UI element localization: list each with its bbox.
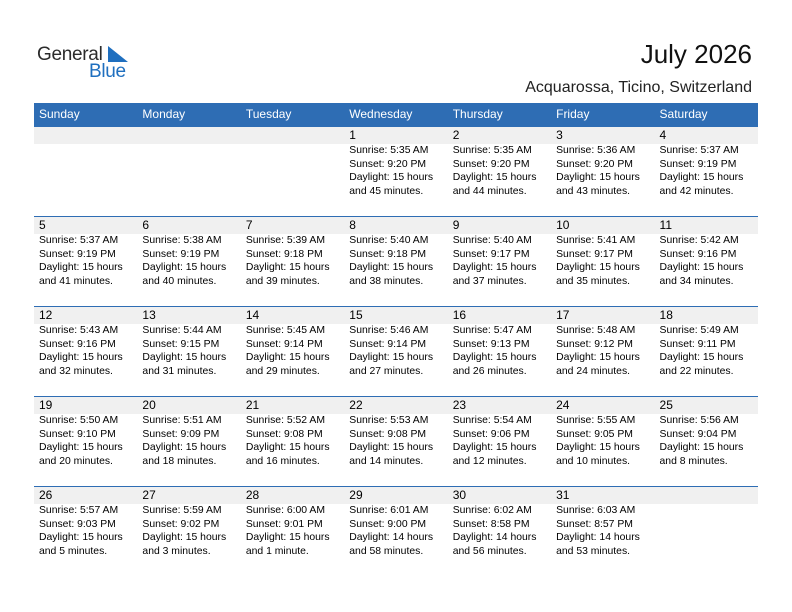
- weekday-header-friday: Friday: [556, 107, 590, 121]
- daylight-text: Daylight: 15 hours: [349, 352, 434, 364]
- day-cell: [448, 216, 551, 306]
- day-cell: [448, 306, 551, 396]
- daylight-text: Daylight: 15 hours: [556, 262, 640, 274]
- sun-info: [349, 414, 447, 468]
- daylight-minutes-text: and 35 minutes.: [556, 275, 631, 287]
- day-cell: [241, 396, 344, 486]
- daylight-text: Daylight: 15 hours: [142, 352, 227, 364]
- day-cell: [34, 486, 137, 576]
- sun-info: [556, 414, 654, 468]
- daylight-text: Daylight: 15 hours: [245, 442, 330, 454]
- sunrise-text: Sunrise: 5:55 AM: [556, 415, 636, 426]
- day-number: 20: [142, 398, 156, 412]
- day-number: 21: [245, 398, 260, 412]
- daylight-minutes-text: and 53 minutes.: [556, 545, 631, 557]
- sunset-text: Sunset: 9:15 PM: [142, 338, 220, 350]
- weekday-header-wednesday: Wednesday: [349, 107, 413, 121]
- sun-info: [660, 144, 758, 198]
- daylight-minutes-text: and 14 minutes.: [349, 455, 424, 467]
- week-row: [34, 486, 758, 576]
- day-cell: [655, 216, 758, 306]
- daylight-text: Daylight: 14 hours: [349, 532, 434, 544]
- daylight-text: Daylight: 15 hours: [349, 172, 434, 184]
- weekday-header-monday: Monday: [142, 107, 186, 121]
- empty-day-cell: [34, 126, 137, 216]
- day-number: 10: [556, 218, 570, 232]
- sun-info: [453, 504, 551, 558]
- day-number: 11: [659, 218, 672, 232]
- sunrise-text: Sunrise: 5:52 AM: [245, 415, 325, 426]
- sun-info: [246, 324, 344, 378]
- sunrise-text: Sunrise: 5:39 AM: [245, 235, 325, 246]
- day-cell: [34, 216, 137, 306]
- sunset-text: Sunset: 9:11 PM: [659, 338, 736, 350]
- daylight-minutes-text: and 32 minutes.: [39, 365, 113, 377]
- daylight-text: Daylight: 15 hours: [659, 442, 744, 454]
- daylight-text: Daylight: 15 hours: [142, 532, 227, 544]
- daylight-minutes-text: and 29 minutes.: [245, 365, 320, 377]
- daylight-minutes-text: and 37 minutes.: [452, 275, 527, 287]
- daylight-text: Daylight: 15 hours: [349, 442, 434, 454]
- sun-info: [660, 234, 758, 288]
- sun-info: [349, 144, 447, 198]
- week-row: [34, 306, 758, 396]
- day-cell: [551, 486, 654, 576]
- sunrise-text: Sunrise: 5:47 AM: [452, 325, 532, 336]
- sunrise-text: Sunrise: 5:48 AM: [556, 325, 636, 336]
- sunrise-text: Sunrise: 5:36 AM: [556, 145, 636, 156]
- sunrise-text: Sunrise: 5:44 AM: [142, 325, 222, 336]
- week-grid: [34, 216, 758, 306]
- daylight-minutes-text: and 38 minutes.: [349, 275, 424, 287]
- day-number: 2: [452, 128, 460, 142]
- day-number: 22: [349, 398, 363, 412]
- sunrise-text: Sunrise: 6:03 AM: [556, 505, 636, 516]
- daylight-minutes-text: and 31 minutes.: [142, 365, 217, 377]
- daylight-text: Daylight: 15 hours: [556, 442, 640, 454]
- day-number: 1: [349, 128, 356, 142]
- empty-day-cell: [137, 126, 240, 216]
- sun-info: [39, 234, 137, 288]
- sunrise-text: Sunrise: 5:46 AM: [349, 325, 429, 336]
- sunset-text: Sunset: 9:06 PM: [452, 428, 530, 440]
- daylight-text: Daylight: 15 hours: [659, 172, 744, 184]
- calendar-weeks: [34, 126, 758, 576]
- day-cell: [551, 306, 654, 396]
- sunset-text: Sunset: 9:19 PM: [659, 158, 737, 170]
- sun-info: [142, 324, 240, 378]
- sunset-text: Sunset: 9:05 PM: [556, 428, 633, 440]
- sunrise-text: Sunrise: 5:37 AM: [659, 145, 739, 156]
- daylight-minutes-text: and 18 minutes.: [142, 455, 217, 467]
- sun-info: [142, 414, 240, 468]
- day-number: 25: [659, 398, 673, 412]
- daylight-text: Daylight: 15 hours: [245, 262, 330, 274]
- week-row: [34, 216, 758, 306]
- day-number: 24: [556, 398, 570, 412]
- daylight-text: Daylight: 15 hours: [556, 352, 640, 364]
- daylight-minutes-text: and 58 minutes.: [349, 545, 424, 557]
- location-subtitle: Acquarossa, Ticino, Switzerland: [525, 79, 752, 96]
- sunrise-text: Sunrise: 5:45 AM: [245, 325, 325, 336]
- weekday-header-sunday: Sunday: [39, 107, 80, 121]
- sunrise-text: Sunrise: 5:43 AM: [39, 325, 119, 336]
- sun-info: [246, 414, 344, 468]
- sunrise-text: Sunrise: 5:40 AM: [452, 235, 532, 246]
- sun-info: [453, 144, 551, 198]
- day-number: 23: [452, 398, 467, 412]
- daylight-text: Daylight: 15 hours: [142, 442, 227, 454]
- day-cell: [137, 306, 240, 396]
- daylight-text: Daylight: 15 hours: [245, 352, 330, 364]
- daylight-text: Daylight: 15 hours: [245, 532, 330, 544]
- week-grid: [34, 396, 758, 486]
- daylight-text: Daylight: 14 hours: [452, 532, 537, 544]
- sun-info: [39, 324, 137, 378]
- day-number: 13: [142, 308, 156, 322]
- day-number: 29: [349, 488, 363, 502]
- sunset-text: Sunset: 9:19 PM: [39, 248, 116, 260]
- daylight-minutes-text: and 3 minutes.: [142, 545, 211, 557]
- day-cell: [551, 126, 654, 216]
- day-number: 27: [142, 488, 156, 502]
- sunset-text: Sunset: 9:03 PM: [39, 518, 116, 530]
- sunset-text: Sunset: 9:04 PM: [659, 428, 737, 440]
- day-cell: [137, 486, 240, 576]
- week-row: [34, 126, 758, 216]
- sun-info: [39, 504, 137, 558]
- week-grid: [34, 486, 758, 576]
- daylight-text: Daylight: 15 hours: [39, 532, 123, 544]
- day-number: 9: [452, 218, 460, 232]
- daylight-minutes-text: and 24 minutes.: [556, 365, 631, 377]
- day-number: 5: [39, 218, 46, 232]
- daylight-minutes-text: and 42 minutes.: [659, 185, 734, 197]
- sun-info: [556, 144, 654, 198]
- day-cell: [655, 126, 758, 216]
- daylight-minutes-text: and 1 minute.: [245, 545, 309, 557]
- sun-info: [142, 234, 240, 288]
- sunset-text: Sunset: 9:19 PM: [142, 248, 220, 260]
- daylight-minutes-text: and 22 minutes.: [659, 365, 734, 377]
- day-number: 17: [556, 308, 570, 322]
- day-number: 31: [556, 488, 570, 502]
- day-cell: [448, 486, 551, 576]
- week-grid: [34, 306, 758, 396]
- calendar-grid: [34, 103, 758, 576]
- sunset-text: Sunset: 9:18 PM: [349, 248, 427, 260]
- day-number: 12: [39, 308, 53, 322]
- sunset-text: Sunset: 9:20 PM: [556, 158, 633, 170]
- daylight-text: Daylight: 15 hours: [39, 442, 123, 454]
- sun-info: [349, 324, 447, 378]
- sunset-text: Sunset: 9:09 PM: [142, 428, 220, 440]
- daylight-text: Daylight: 15 hours: [452, 442, 537, 454]
- sunset-text: Sunset: 9:18 PM: [245, 248, 323, 260]
- sunset-text: Sunset: 9:14 PM: [349, 338, 427, 350]
- daylight-minutes-text: and 43 minutes.: [556, 185, 631, 197]
- sun-info: [453, 414, 551, 468]
- sunrise-text: Sunrise: 5:53 AM: [349, 415, 429, 426]
- day-cell: [344, 216, 447, 306]
- sun-info: [556, 234, 654, 288]
- day-cell: [344, 486, 447, 576]
- day-number: 4: [659, 128, 667, 142]
- daylight-minutes-text: and 34 minutes.: [659, 275, 734, 287]
- day-number: 15: [349, 308, 363, 322]
- empty-day-cell: [655, 486, 758, 576]
- sunrise-text: Sunrise: 5:57 AM: [39, 505, 119, 516]
- day-number: 7: [245, 218, 253, 232]
- daylight-text: Daylight: 15 hours: [452, 352, 537, 364]
- daylight-text: Daylight: 15 hours: [39, 352, 123, 364]
- daylight-text: Daylight: 15 hours: [39, 262, 123, 274]
- sunset-text: Sunset: 9:01 PM: [245, 518, 323, 530]
- brand-logo: [37, 44, 137, 80]
- daylight-text: Daylight: 15 hours: [659, 262, 744, 274]
- daylight-minutes-text: and 8 minutes.: [659, 455, 728, 467]
- sunset-text: Sunset: 9:12 PM: [556, 338, 633, 350]
- daylight-minutes-text: and 41 minutes.: [39, 275, 113, 287]
- sunrise-text: Sunrise: 5:49 AM: [659, 325, 739, 336]
- day-cell: [655, 396, 758, 486]
- sunset-text: Sunset: 9:00 PM: [349, 518, 427, 530]
- weekday-header-tuesday: Tuesday: [245, 107, 292, 121]
- sunset-text: Sunset: 9:10 PM: [39, 428, 116, 440]
- week-row: [34, 396, 758, 486]
- sunrise-text: Sunrise: 5:51 AM: [142, 415, 222, 426]
- day-cell: [448, 126, 551, 216]
- daylight-minutes-text: and 5 minutes.: [39, 545, 108, 557]
- daylight-minutes-text: and 45 minutes.: [349, 185, 424, 197]
- day-cell: [34, 306, 137, 396]
- sunrise-text: Sunrise: 5:35 AM: [452, 145, 532, 156]
- daylight-minutes-text: and 40 minutes.: [142, 275, 217, 287]
- daylight-minutes-text: and 20 minutes.: [39, 455, 113, 467]
- sun-info: [453, 234, 551, 288]
- sunset-text: Sunset: 9:08 PM: [245, 428, 323, 440]
- sun-info: [660, 324, 758, 378]
- sunset-text: Sunset: 9:02 PM: [142, 518, 220, 530]
- day-number: 6: [142, 218, 150, 232]
- sun-info: [556, 504, 654, 558]
- sunrise-text: Sunrise: 6:01 AM: [349, 505, 429, 516]
- daylight-text: Daylight: 15 hours: [452, 262, 537, 274]
- sun-info: [246, 504, 344, 558]
- day-cell: [551, 216, 654, 306]
- day-cell: [137, 396, 240, 486]
- daylight-minutes-text: and 39 minutes.: [245, 275, 320, 287]
- day-number: 26: [39, 488, 53, 502]
- empty-day-cell: [241, 126, 344, 216]
- daylight-minutes-text: and 16 minutes.: [245, 455, 320, 467]
- sunset-text: Sunset: 9:16 PM: [39, 338, 116, 350]
- day-cell: [241, 306, 344, 396]
- day-cell: [344, 396, 447, 486]
- day-cell: [344, 306, 447, 396]
- sunrise-text: Sunrise: 5:56 AM: [659, 415, 739, 426]
- sunset-text: Sunset: 9:17 PM: [452, 248, 530, 260]
- sunset-text: Sunset: 9:08 PM: [349, 428, 427, 440]
- daylight-minutes-text: and 12 minutes.: [452, 455, 527, 467]
- daylight-text: Daylight: 15 hours: [452, 172, 537, 184]
- day-cell: [344, 126, 447, 216]
- day-number: 8: [349, 218, 356, 232]
- weekday-header-saturday: Saturday: [659, 107, 708, 121]
- sunrise-text: Sunrise: 6:00 AM: [245, 505, 325, 516]
- sunrise-text: Sunrise: 5:50 AM: [39, 415, 119, 426]
- sunset-text: Sunset: 8:58 PM: [452, 518, 530, 530]
- sun-info: [39, 414, 137, 468]
- day-number: 18: [659, 308, 673, 322]
- day-cell: [137, 216, 240, 306]
- daylight-minutes-text: and 10 minutes.: [556, 455, 631, 467]
- daylight-minutes-text: and 27 minutes.: [349, 365, 424, 377]
- sunrise-text: Sunrise: 5:42 AM: [659, 235, 739, 246]
- daylight-text: Daylight: 15 hours: [659, 352, 744, 364]
- daylight-text: Daylight: 14 hours: [556, 532, 640, 544]
- daylight-minutes-text: and 44 minutes.: [452, 185, 527, 197]
- sun-info: [660, 414, 758, 468]
- day-cell: [241, 486, 344, 576]
- logo-general-text: General: [37, 44, 103, 65]
- day-cell: [34, 396, 137, 486]
- sunrise-text: Sunrise: 5:41 AM: [556, 235, 636, 246]
- day-number: 30: [452, 488, 467, 502]
- weekday-header-thursday: Thursday: [452, 107, 503, 121]
- day-number: 19: [39, 398, 53, 412]
- sun-info: [142, 504, 240, 558]
- sunrise-text: Sunrise: 5:38 AM: [142, 235, 222, 246]
- sun-info: [453, 324, 551, 378]
- sunrise-text: Sunrise: 5:37 AM: [39, 235, 119, 246]
- day-number: 3: [556, 128, 563, 142]
- sunset-text: Sunset: 9:13 PM: [452, 338, 530, 350]
- daylight-text: Daylight: 15 hours: [556, 172, 640, 184]
- sun-info: [349, 234, 447, 288]
- sunset-text: Sunset: 9:20 PM: [452, 158, 530, 170]
- sunrise-text: Sunrise: 5:40 AM: [349, 235, 429, 246]
- sun-info: [556, 324, 654, 378]
- sunrise-text: Sunrise: 5:35 AM: [349, 145, 429, 156]
- day-cell: [448, 396, 551, 486]
- logo-blue-text: Blue: [89, 61, 126, 82]
- sun-info: [349, 504, 447, 558]
- sunset-text: Sunset: 9:16 PM: [659, 248, 737, 260]
- weekday-header-row: [34, 103, 758, 126]
- sunset-text: Sunset: 8:57 PM: [556, 518, 633, 530]
- day-number: 14: [245, 308, 260, 322]
- sun-info: [246, 234, 344, 288]
- day-cell: [655, 306, 758, 396]
- daylight-text: Daylight: 15 hours: [142, 262, 227, 274]
- week-grid: [34, 126, 758, 216]
- sunset-text: Sunset: 9:17 PM: [556, 248, 633, 260]
- sunset-text: Sunset: 9:14 PM: [245, 338, 323, 350]
- sunrise-text: Sunrise: 6:02 AM: [452, 505, 532, 516]
- daylight-minutes-text: and 26 minutes.: [452, 365, 527, 377]
- page-title: July 2026: [640, 39, 752, 69]
- sunrise-text: Sunrise: 5:54 AM: [452, 415, 532, 426]
- day-cell: [551, 396, 654, 486]
- sunset-text: Sunset: 9:20 PM: [349, 158, 427, 170]
- day-cell: [241, 216, 344, 306]
- day-number: 28: [245, 488, 260, 502]
- daylight-minutes-text: and 56 minutes.: [452, 545, 527, 557]
- day-number: 16: [452, 308, 467, 322]
- sunrise-text: Sunrise: 5:59 AM: [142, 505, 222, 516]
- daylight-text: Daylight: 15 hours: [349, 262, 434, 274]
